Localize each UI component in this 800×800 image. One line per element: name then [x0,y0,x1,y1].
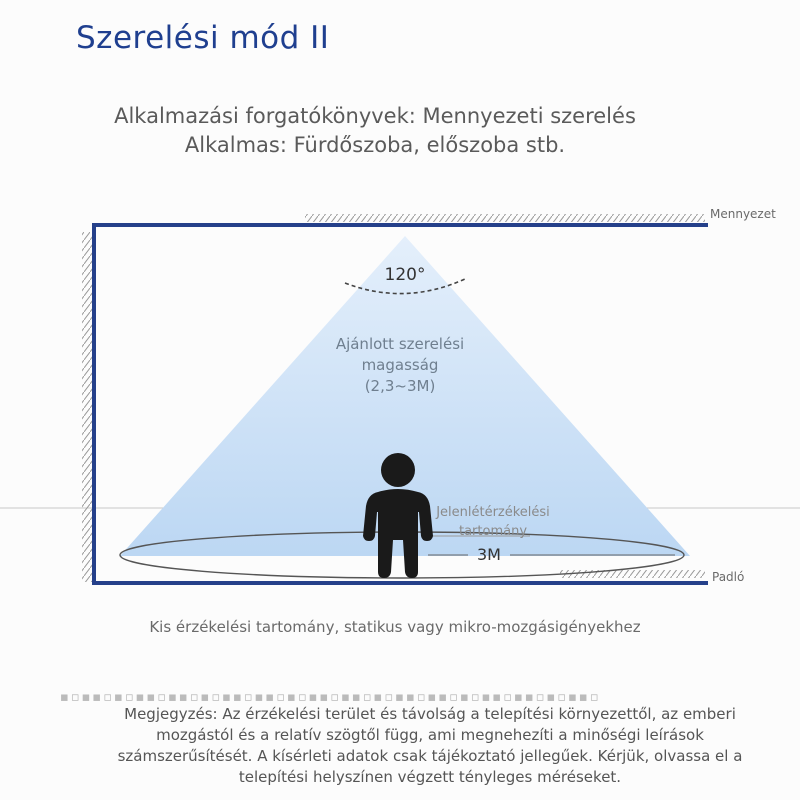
recommended-height-label [310,334,490,397]
ceiling-label: Mennyezet [710,207,776,221]
recommended-line-3: (2,3~3M) [364,377,436,395]
recommended-line-2: magasság [361,356,439,374]
angle-label: 120° [384,265,426,285]
subtitle-suitable: Alkalmas: Fürdőszoba, előszoba stb. [184,133,566,157]
presence-range-label [428,503,558,541]
ceiling-hatch [305,214,705,222]
diameter-label: 3M [477,545,501,564]
recommended-line-1: Ajánlott szerelési [335,335,465,353]
caption: Kis érzékelési tartomány, statikus vagy mikro-mozgásigényekhez [149,618,641,636]
subtitle-scenario: Alkalmazási forgatókönyvek: Mennyezeti szerelés [114,104,636,128]
note-noise: ▪▫▪▪▫▪▫▪▪▫▪▪▫▪▫▪▪▫▪▪▫▪▫▪▪▫▪▪▫▪▫▪▪▫▪▪▫▪▫▪▪▫▪▪▫▪▫▪▪▫ [60,690,601,704]
floor-hatch [560,570,705,578]
page-title: Szerelési mód II [76,20,330,56]
wall-hatch [82,232,92,582]
floor-label: Padló [712,570,745,584]
presence-line-2: tartomány [458,524,528,539]
note-text: Megjegyzés: Az érzékelési terület és távolság a telepítési környezettől, az emberi mozgástól és a relatív szögtől függ, ami megnehezíti a minőségi leírások számszerűsítését. A kísérleti adatok csak tájékoztató jellegűek. Kérjük, olvassa el a telepítési helyszínen végzett tényleges méréseket. [117,705,743,786]
presence-line-1: Jelenlétérzékelési [436,505,550,520]
